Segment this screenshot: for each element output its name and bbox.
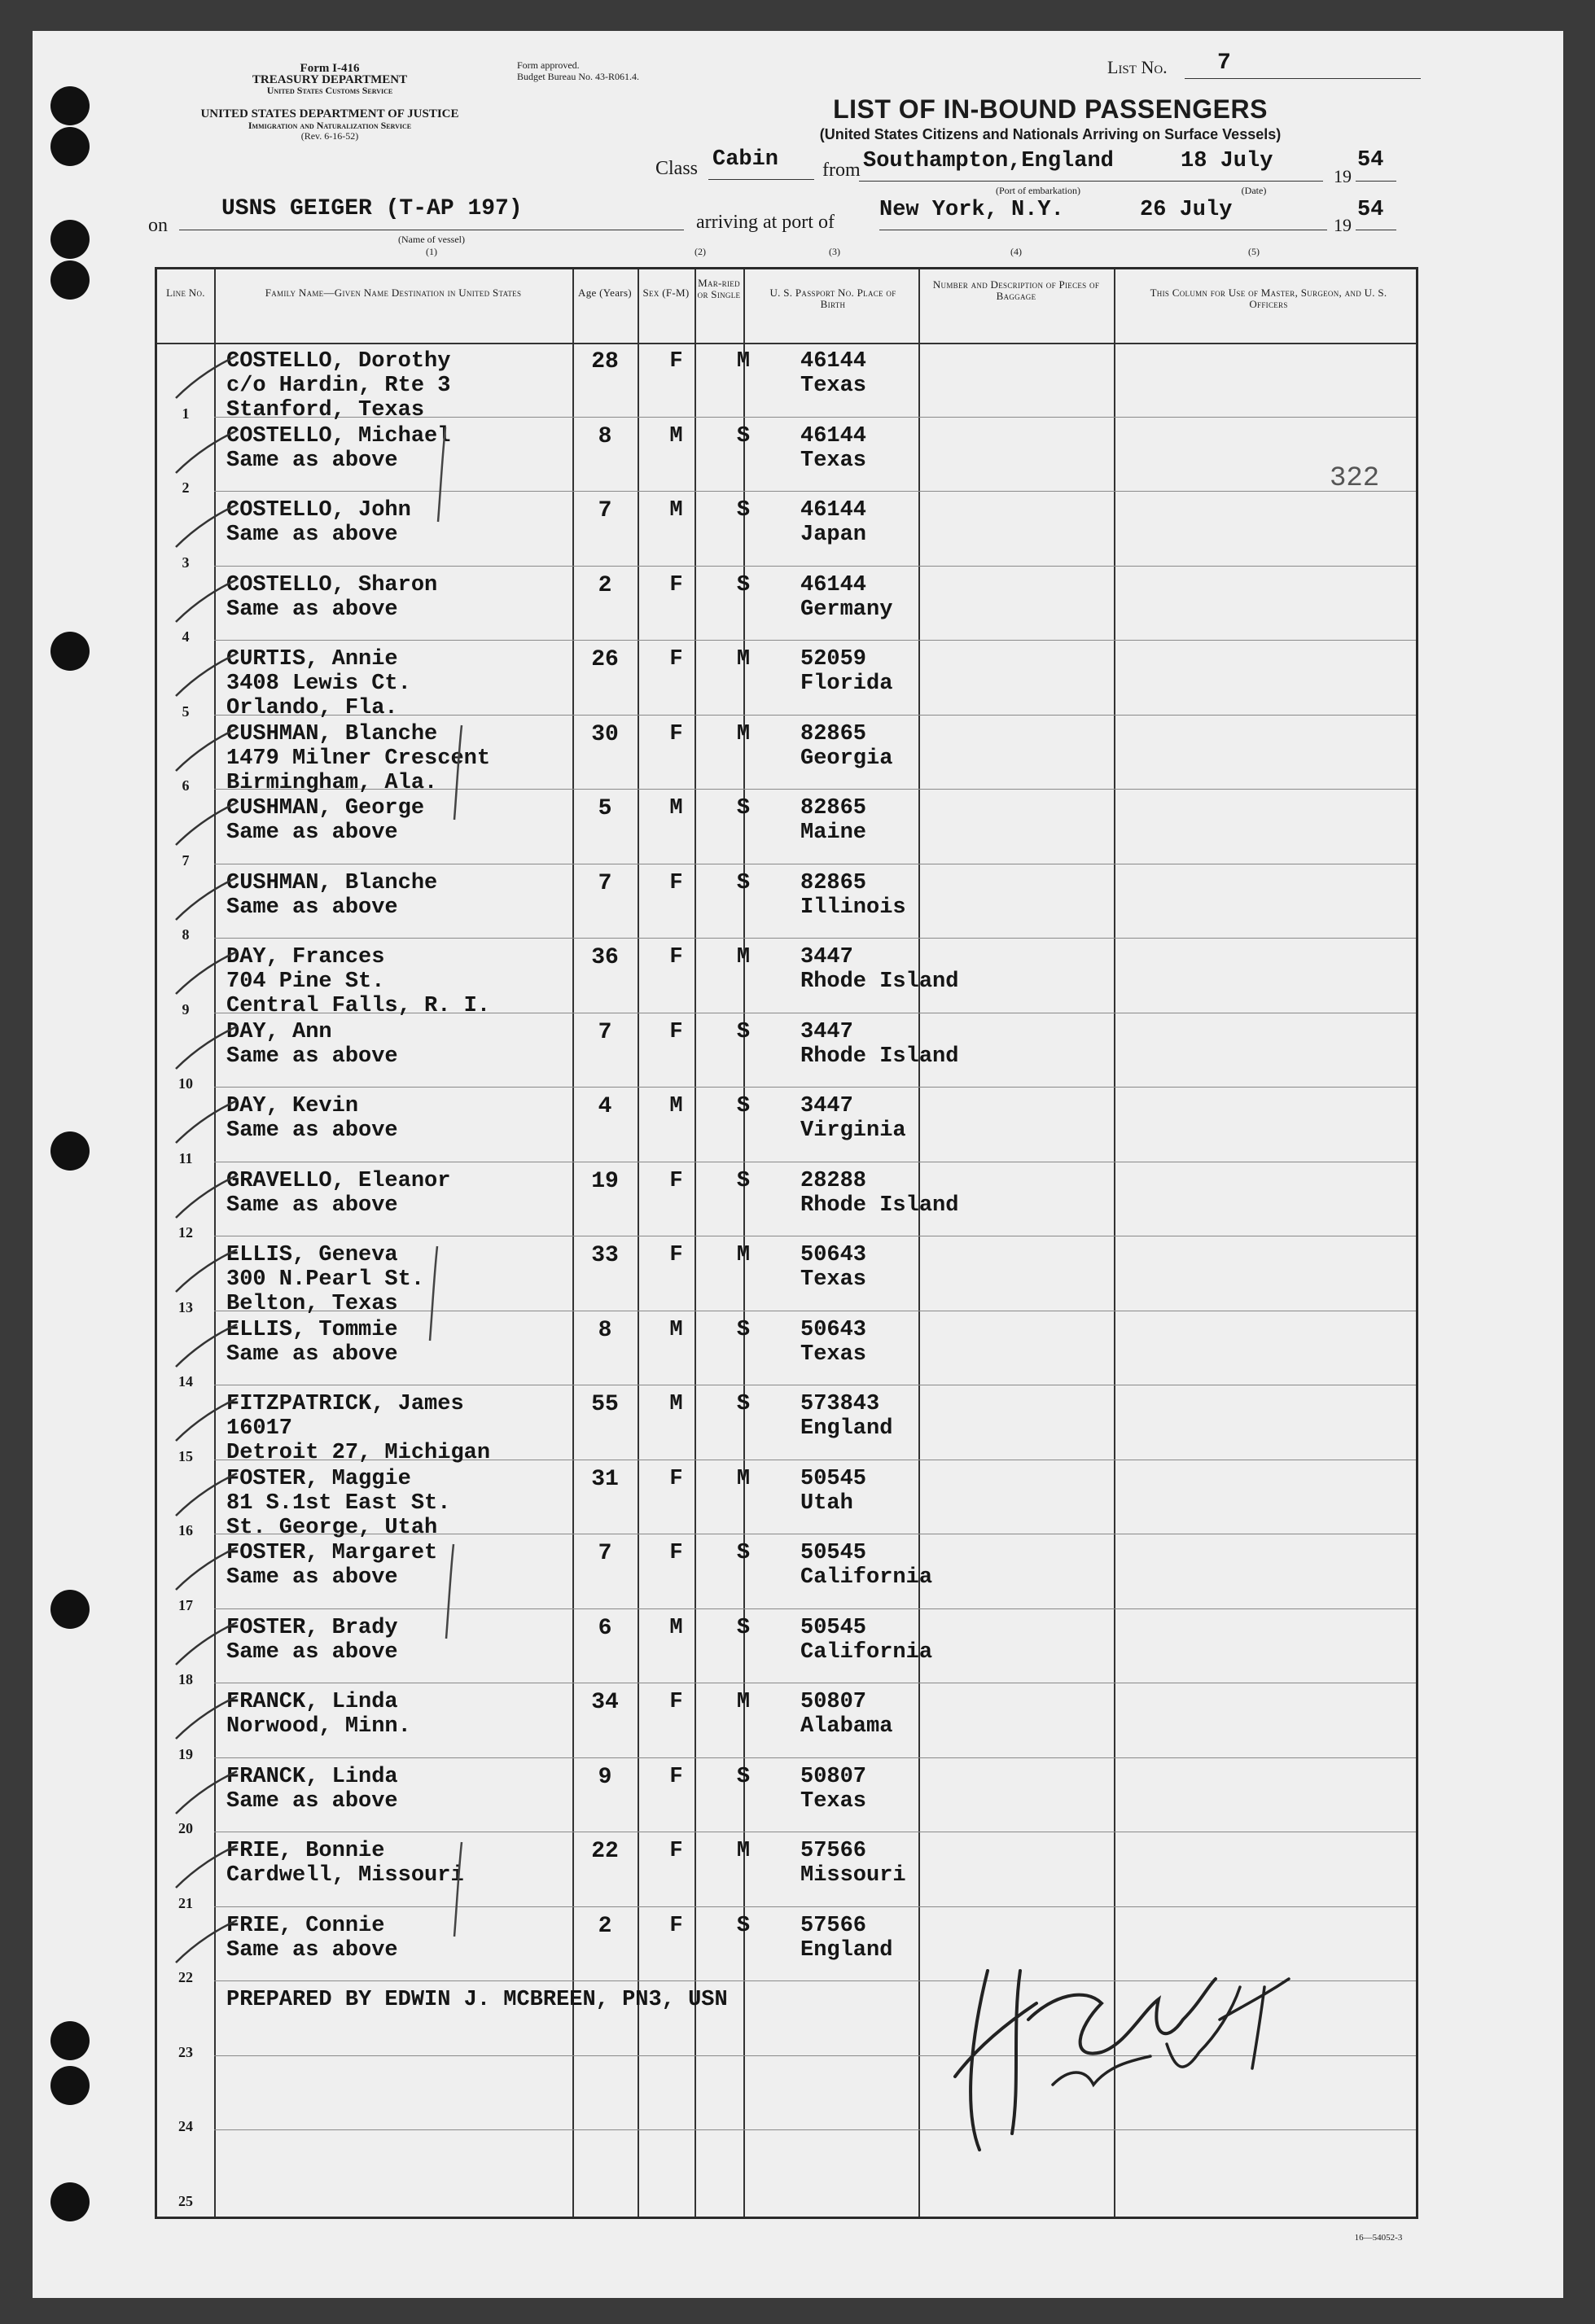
- passenger-name-address: FOSTER, Brady Same as above: [226, 1615, 398, 1665]
- table-row: [157, 1534, 1416, 1613]
- check-mark: [172, 1690, 245, 1747]
- officer-signature: [939, 1922, 1313, 2166]
- check-mark: [172, 945, 245, 1002]
- check-mark: [172, 722, 245, 779]
- check-mark: [172, 1392, 245, 1449]
- line-number: 25: [178, 2192, 193, 2209]
- passenger-sex: F: [669, 1839, 683, 1863]
- passenger-sex: M: [669, 796, 683, 821]
- passport-birthplace: 46144 Japan: [800, 498, 867, 547]
- passenger-sex: M: [669, 423, 683, 449]
- passenger-table: [155, 267, 1418, 2219]
- line-number: 11: [178, 1149, 193, 1166]
- line-number: 15: [178, 1447, 193, 1464]
- check-mark: [172, 1541, 245, 1598]
- header-name: Family Name—Given Name Destination in United States: [265, 287, 522, 299]
- check-mark: [172, 1765, 245, 1822]
- passenger-sex: F: [669, 1019, 683, 1044]
- passenger-age: 36: [591, 945, 619, 970]
- check-mark: [172, 1169, 245, 1226]
- header-officers: This Column for Use of Master, Surgeon, and U. S. Officers: [1150, 287, 1387, 310]
- col-cap-3: (3): [829, 246, 840, 257]
- table-row: [157, 790, 1416, 869]
- passport-birthplace: 50643 Texas: [800, 1243, 867, 1292]
- passport-birthplace: 46144 Texas: [800, 423, 867, 473]
- passenger-sex: F: [669, 647, 683, 672]
- punch-hole: [50, 86, 90, 125]
- col-cap-5: (5): [1248, 246, 1260, 257]
- passenger-name-address: COSTELLO, John Same as above: [226, 498, 411, 547]
- line-number: 20: [178, 1820, 193, 1836]
- arriving-label: arriving at port of: [696, 212, 835, 233]
- passenger-marital-status: S: [736, 572, 751, 597]
- passenger-name-address: FRANCK, Linda Same as above: [226, 1764, 398, 1814]
- stamp-number: 322: [1330, 463, 1380, 494]
- check-mark: [172, 871, 245, 928]
- passport-birthplace: 46144 Texas: [800, 349, 867, 398]
- ins-service: Immigration and Naturalization Service: [248, 120, 412, 131]
- passenger-age: 6: [598, 1615, 612, 1641]
- punch-hole: [50, 2021, 90, 2060]
- line-number: 4: [182, 628, 190, 645]
- document-title: LIST OF IN-BOUND PASSENGERS: [833, 94, 1268, 124]
- check-mark: [172, 1318, 245, 1375]
- passenger-age: 33: [591, 1243, 619, 1268]
- punch-hole: [50, 127, 90, 166]
- line-number: 19: [178, 1745, 193, 1762]
- passenger-sex: M: [669, 1317, 683, 1342]
- line-number: 2: [182, 479, 190, 496]
- col-cap-4: (4): [1010, 246, 1022, 257]
- passenger-sex: F: [669, 870, 683, 895]
- passenger-marital-status: M: [736, 1243, 751, 1267]
- passenger-sex: M: [669, 1615, 683, 1640]
- table-row: [157, 1162, 1416, 1241]
- passenger-name-address: FITZPATRICK, James 16017 Detroit 27, Michigan: [226, 1392, 491, 1465]
- passport-birthplace: 3447 Virginia: [800, 1094, 906, 1143]
- passenger-age: 7: [598, 1019, 612, 1045]
- header-line-no: Line No.: [166, 287, 205, 299]
- line-number: 7: [182, 851, 190, 869]
- punch-hole: [50, 632, 90, 671]
- line-number: 12: [178, 1224, 193, 1241]
- line-number: 8: [182, 926, 190, 943]
- passenger-name-address: COSTELLO, Dorothy c/o Hardin, Rte 3 Stanford, Texas: [226, 349, 451, 422]
- check-mark: [172, 1467, 245, 1524]
- header-married: Mar-ried or Single: [697, 277, 741, 300]
- form-approved: Form approved.: [517, 59, 580, 71]
- check-mark: [172, 1243, 245, 1300]
- year-prefix-2: 19: [1334, 215, 1352, 235]
- passenger-marital-status: S: [736, 1764, 751, 1789]
- passenger-name-address: FRANCK, Linda Norwood, Minn.: [226, 1690, 411, 1739]
- passenger-sex: F: [669, 349, 683, 374]
- punch-hole: [50, 2066, 90, 2105]
- from-value: Southampton,England: [863, 149, 1114, 173]
- class-label: Class: [655, 158, 699, 179]
- passenger-sex: F: [669, 1764, 683, 1789]
- punch-hole: [50, 260, 90, 300]
- check-mark: [172, 1914, 245, 1971]
- passenger-age: 2: [598, 1913, 612, 1939]
- passenger-age: 30: [591, 721, 619, 747]
- line-number: 16: [178, 1522, 193, 1538]
- form-number: Form I-416: [300, 62, 360, 75]
- passenger-marital-status: S: [736, 1541, 751, 1565]
- passenger-sex: M: [669, 1392, 683, 1416]
- passport-birthplace: 46144 Germany: [800, 572, 893, 622]
- manifest-page: [33, 31, 1563, 2298]
- revision-date: (Rev. 6-16-52): [300, 130, 359, 142]
- header-sex: Sex (F-M): [642, 287, 690, 299]
- passenger-marital-status: S: [736, 1913, 751, 1938]
- passenger-age: 2: [598, 572, 612, 598]
- check-mark: [172, 1616, 245, 1673]
- passport-birthplace: 57566 England: [800, 1913, 893, 1963]
- passenger-name-address: COSTELLO, Sharon Same as above: [226, 572, 438, 622]
- line-number: 10: [178, 1075, 193, 1092]
- passenger-sex: F: [669, 945, 683, 969]
- passenger-name-address: CUSHMAN, Blanche Same as above: [226, 870, 438, 920]
- passenger-sex: F: [669, 572, 683, 597]
- punch-hole: [50, 2182, 90, 2221]
- check-mark: [172, 424, 245, 481]
- treasury-dept: TREASURY DEPARTMENT: [252, 73, 408, 86]
- passenger-name-address: CUSHMAN, George Same as above: [226, 796, 425, 845]
- line-number: 1: [182, 405, 190, 422]
- passenger-name-address: FRIE, Connie Same as above: [226, 1913, 398, 1963]
- passport-birthplace: 57566 Missouri: [800, 1839, 906, 1888]
- budget-bureau: Budget Bureau No. 43-R061.4.: [517, 71, 639, 82]
- passport-birthplace: 50807 Alabama: [800, 1690, 893, 1739]
- passenger-age: 7: [598, 870, 612, 896]
- line-number: 18: [178, 1671, 193, 1687]
- passport-birthplace: 50545 Utah: [800, 1466, 867, 1516]
- passport-birthplace: 52059 Florida: [800, 647, 893, 696]
- depart-year: 54: [1357, 148, 1384, 173]
- passenger-name-address: ELLIS, Tommie Same as above: [226, 1317, 398, 1367]
- col-cap-1: (1): [426, 246, 437, 257]
- table-row: [157, 1460, 1416, 1540]
- list-no-label: List No.: [1107, 57, 1168, 77]
- passenger-marital-status: S: [736, 423, 751, 449]
- passenger-age: 26: [591, 647, 619, 672]
- passport-birthplace: 82865 Maine: [800, 796, 867, 845]
- passport-birthplace: 82865 Georgia: [800, 721, 893, 771]
- passenger-age: 8: [598, 423, 612, 449]
- table-row: [157, 641, 1416, 720]
- table-row: [157, 1311, 1416, 1390]
- passenger-sex: M: [669, 498, 683, 523]
- passenger-marital-status: M: [736, 945, 751, 969]
- passenger-sex: F: [669, 1168, 683, 1193]
- passenger-age: 5: [598, 796, 612, 821]
- check-mark: [172, 349, 245, 406]
- check-mark: [172, 1839, 245, 1896]
- passenger-name-address: CURTIS, Annie 3408 Lewis Ct. Orlando, Fla.: [226, 647, 411, 720]
- punch-hole: [50, 1131, 90, 1171]
- passenger-marital-status: M: [736, 647, 751, 672]
- line-number: 9: [182, 1000, 190, 1018]
- footer-code: 16—54052-3: [1354, 2233, 1403, 2243]
- table-row: [157, 1832, 1416, 1911]
- passenger-sex: F: [669, 1243, 683, 1267]
- passenger-age: 9: [598, 1764, 612, 1790]
- passenger-age: 7: [598, 498, 612, 523]
- header-passport: U. S. Passport No. Place of Birth: [769, 287, 896, 310]
- vessel-caption: (Name of vessel): [398, 234, 465, 245]
- passenger-name-address: COSTELLO, Michael Same as above: [226, 423, 451, 473]
- passenger-name-address: ELLIS, Geneva 300 N.Pearl St. Belton, Texas: [226, 1243, 425, 1316]
- table-row: [157, 1385, 1416, 1465]
- passenger-name-address: CUSHMAN, Blanche 1479 Milner Crescent Birmingham, Ala.: [226, 721, 491, 795]
- passport-birthplace: 50545 California: [800, 1541, 933, 1590]
- table-row: [157, 1758, 1416, 1836]
- on-label: on: [148, 215, 168, 236]
- passenger-sex: F: [669, 1913, 683, 1938]
- arrive-date: 26 July: [1140, 198, 1233, 222]
- passenger-name-address: FRIE, Bonnie Cardwell, Missouri: [226, 1839, 464, 1888]
- passenger-age: 31: [591, 1466, 619, 1492]
- check-mark: [172, 647, 245, 704]
- table-row: [157, 1236, 1416, 1316]
- table-row: [157, 939, 1416, 1018]
- arrival-port: New York, N.Y.: [879, 198, 1064, 222]
- passenger-marital-status: M: [736, 1839, 751, 1863]
- passport-birthplace: 28288 Rhode Island: [800, 1168, 959, 1218]
- check-mark: [172, 498, 245, 555]
- line-number: 24: [178, 2118, 193, 2134]
- table-row: [157, 1088, 1416, 1166]
- passport-birthplace: 3447 Rhode Island: [800, 945, 959, 994]
- pencil-stroke: [434, 426, 450, 523]
- port-caption: (Port of embarkation): [996, 185, 1080, 196]
- passport-birthplace: 50807 Texas: [800, 1764, 867, 1814]
- passenger-marital-status: M: [736, 721, 751, 746]
- passenger-name-address: DAY, Kevin Same as above: [226, 1094, 398, 1143]
- check-mark: [172, 573, 245, 630]
- line-number: 5: [182, 702, 190, 720]
- check-mark: [172, 1020, 245, 1077]
- passenger-age: 34: [591, 1690, 619, 1715]
- table-row: [157, 716, 1416, 795]
- check-mark: [172, 1094, 245, 1151]
- passenger-name-address: DAY, Frances 704 Pine St. Central Falls, R. I.: [226, 945, 491, 1018]
- col-cap-2: (2): [695, 246, 706, 257]
- passenger-age: 4: [598, 1094, 612, 1119]
- passenger-age: 55: [591, 1392, 619, 1417]
- passenger-sex: M: [669, 1094, 683, 1118]
- vessel-name: USNS GEIGER (T-AP 197): [221, 196, 523, 221]
- table-row: [157, 864, 1416, 943]
- passport-birthplace: 573843 England: [800, 1392, 893, 1441]
- list-no-value: 7: [1217, 50, 1231, 76]
- passenger-age: 19: [591, 1168, 619, 1194]
- passport-birthplace: 50643 Texas: [800, 1317, 867, 1367]
- table-row: [157, 343, 1416, 422]
- passenger-marital-status: M: [736, 1690, 751, 1714]
- passenger-marital-status: S: [736, 1317, 751, 1342]
- passenger-sex: F: [669, 1690, 683, 1714]
- year-prefix: 19: [1334, 166, 1352, 186]
- line-number: 3: [182, 554, 190, 571]
- line-number: 21: [178, 1894, 193, 1911]
- passenger-name-address: PREPARED BY EDWIN J. MCBREEN, PN3, USN: [226, 1988, 728, 2012]
- passenger-age: 28: [591, 349, 619, 374]
- header-age: Age (Years): [578, 287, 632, 299]
- line-number: 23: [178, 2043, 193, 2060]
- passport-birthplace: 50545 California: [800, 1615, 933, 1665]
- punch-hole: [50, 220, 90, 259]
- passenger-marital-status: S: [736, 498, 751, 523]
- line-number: 17: [178, 1596, 193, 1613]
- passenger-sex: F: [669, 1541, 683, 1565]
- pencil-stroke: [426, 1245, 442, 1342]
- line-number: 22: [178, 1969, 193, 1985]
- line-number: 14: [178, 1373, 193, 1390]
- justice-dept: UNITED STATES DEPARTMENT OF JUSTICE: [200, 107, 459, 120]
- passenger-age: 8: [598, 1317, 612, 1343]
- pencil-stroke: [442, 1543, 458, 1640]
- depart-date: 18 July: [1181, 149, 1273, 173]
- passenger-sex: F: [669, 1466, 683, 1491]
- pencil-stroke: [450, 1840, 467, 1938]
- passenger-marital-status: S: [736, 870, 751, 895]
- line-number: 6: [182, 777, 190, 794]
- table-row: [157, 418, 1416, 496]
- table-row: [157, 567, 1416, 645]
- passenger-marital-status: S: [736, 1168, 751, 1193]
- passenger-name-address: FOSTER, Margaret Same as above: [226, 1541, 438, 1590]
- line-number: 13: [178, 1298, 193, 1315]
- from-label: from: [822, 160, 861, 181]
- arrive-year: 54: [1357, 198, 1384, 222]
- date-caption: (Date): [1241, 185, 1267, 196]
- pencil-stroke: [450, 724, 467, 821]
- passenger-age: 7: [598, 1541, 612, 1566]
- table-row: [157, 1609, 1416, 1687]
- header-baggage: Number and Description of Pieces of Baggage: [932, 278, 1100, 302]
- passenger-marital-status: S: [736, 1019, 751, 1044]
- passenger-age: 22: [591, 1839, 619, 1864]
- passenger-name-address: DAY, Ann Same as above: [226, 1019, 398, 1069]
- table-row: [157, 1013, 1416, 1092]
- passenger-marital-status: S: [736, 1615, 751, 1640]
- passenger-marital-status: S: [736, 1094, 751, 1118]
- table-row: [157, 1683, 1416, 1762]
- document-subtitle: (United States Citizens and Nationals Arriving on Surface Vessels): [819, 126, 1282, 142]
- table-row: [157, 492, 1416, 571]
- passenger-name-address: FOSTER, Maggie 81 S.1st East St. St. George, Utah: [226, 1466, 451, 1540]
- passenger-marital-status: M: [736, 1466, 751, 1491]
- passenger-marital-status: S: [736, 796, 751, 821]
- class-value: Cabin: [712, 147, 779, 172]
- passport-birthplace: 3447 Rhode Island: [800, 1019, 959, 1069]
- passenger-name-address: GRAVELLO, Eleanor Same as above: [226, 1168, 451, 1218]
- passenger-marital-status: S: [736, 1392, 751, 1416]
- punch-hole: [50, 1590, 90, 1629]
- passport-birthplace: 82865 Illinois: [800, 870, 906, 920]
- passenger-marital-status: M: [736, 349, 751, 374]
- customs-service: United States Customs Service: [266, 85, 393, 96]
- check-mark: [172, 796, 245, 853]
- passenger-sex: F: [669, 721, 683, 746]
